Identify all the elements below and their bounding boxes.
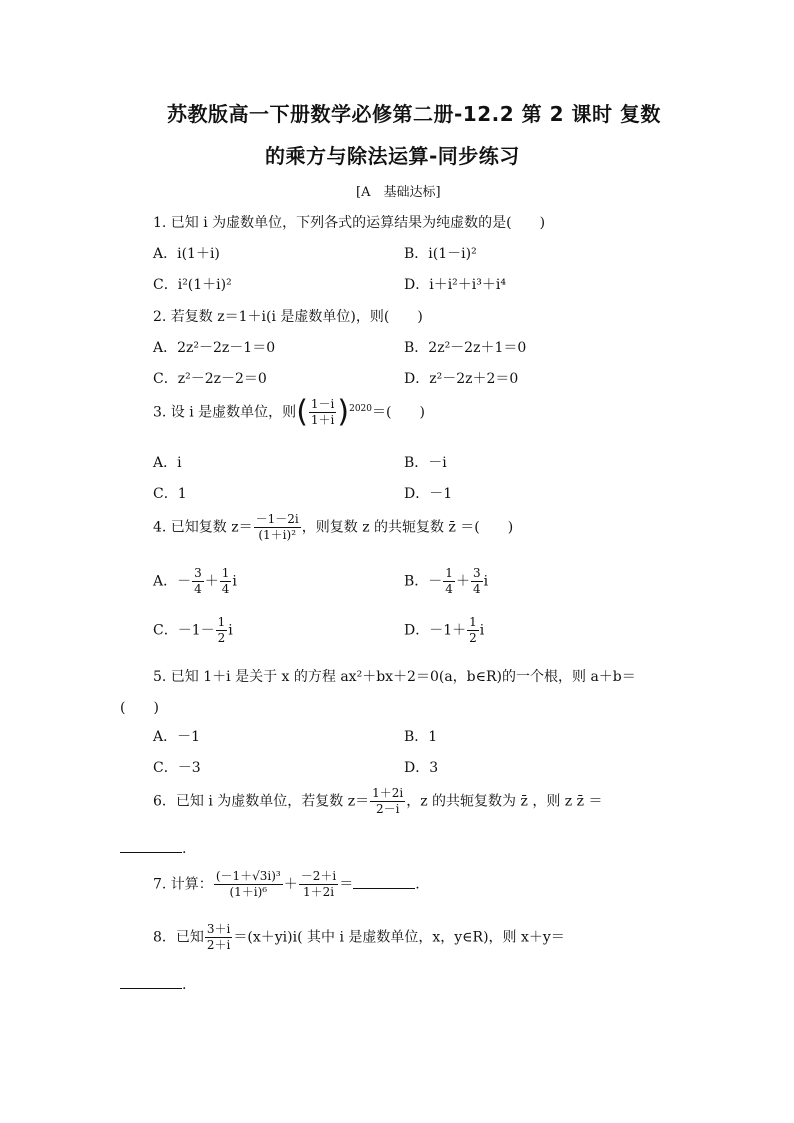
option-b-frac2-num: 3 xyxy=(472,566,481,580)
question-3-stem xyxy=(153,394,425,430)
question-3-numerator: 1－i xyxy=(310,397,335,411)
option-a-prefix: A．－ xyxy=(153,573,192,590)
question-8-pre: 8．已知 xyxy=(153,929,204,946)
question-8-numerator: 3＋i xyxy=(206,922,231,936)
question-3-denominator: 1＋i xyxy=(310,413,335,427)
question-4-stem xyxy=(153,512,513,543)
section-heading: [A 基础达标] xyxy=(356,185,441,200)
question-8-fraction xyxy=(205,922,232,953)
question-6-answer-line xyxy=(120,840,186,857)
question-6-numerator: 1＋2i xyxy=(372,786,404,800)
option-a-frac2-num: 1 xyxy=(221,566,230,580)
question-4-fraction xyxy=(254,512,301,543)
option-b-i: i xyxy=(483,573,489,590)
option-d-prefix: D．－1＋ xyxy=(404,622,467,639)
question-8-stem xyxy=(153,922,565,953)
question-7-frac2-den: 1＋2i xyxy=(302,885,335,899)
option-b-frac2-den: 4 xyxy=(472,582,481,596)
option-c-frac-num: 1 xyxy=(217,615,226,629)
option-a-frac1 xyxy=(192,566,204,597)
question-8-post: ＝(x＋yi)i( 其中 i 是虚数单位，x，y∈R)，则 x＋y＝ xyxy=(233,929,565,946)
answer-blank[interactable] xyxy=(120,976,182,989)
question-5-option-d: D．3 xyxy=(404,760,439,776)
question-6-pre: 6．已知 i 为虚数单位，若复数 z＝ xyxy=(153,793,370,810)
question-1-option-b: B．i(1－i)² xyxy=(404,246,477,262)
option-d-frac-den: 2 xyxy=(469,631,477,645)
option-d-i: i xyxy=(479,622,485,639)
option-a-frac1-num: 3 xyxy=(194,566,202,580)
option-c-frac-den: 2 xyxy=(217,631,226,645)
question-8-denominator: 2＋i xyxy=(206,938,231,952)
question-3-post: ＝( ) xyxy=(372,404,425,421)
option-b-frac2 xyxy=(471,566,483,597)
question-4-post: ，则复数 z 的共轭复数 z̄ ＝( ) xyxy=(301,519,514,536)
question-5-stem-line2: ( ) xyxy=(120,700,159,716)
option-b-prefix: B．－ xyxy=(404,573,443,590)
option-c-frac xyxy=(216,615,228,646)
answer-blank[interactable] xyxy=(353,876,415,889)
question-4-pre: 4. 已知复数 z＝ xyxy=(153,519,253,536)
question-7-frac1-num: (－1＋√3i)³ xyxy=(215,869,281,883)
question-3-exponent: 2020 xyxy=(349,403,373,414)
question-2-option-c: C．z²－2z－2＝0 xyxy=(153,371,267,387)
question-5-option-c: C．－3 xyxy=(153,760,201,776)
question-3-pre: 3. 设 i 是虚数单位，则 xyxy=(153,404,297,421)
question-8-answer-line xyxy=(120,976,186,993)
question-2-option-a: A．2z²－2z－1＝0 xyxy=(153,340,276,356)
question-3-option-b: B．－i xyxy=(404,455,447,471)
question-7-fraction-2 xyxy=(299,869,338,900)
option-b-frac1-den: 4 xyxy=(445,582,453,596)
question-7-fraction-1 xyxy=(214,869,283,900)
question-4-numerator: －1－2i xyxy=(255,512,299,526)
question-3-option-a: A．i xyxy=(153,455,182,471)
question-7-pre: 7. 计算： xyxy=(153,876,213,893)
question-8-period: . xyxy=(182,977,187,993)
question-3-option-c: C．1 xyxy=(153,486,187,502)
question-5-stem-line1: 5. 已知 1＋i 是关于 x 的方程 ax²＋bx＋2＝0(a，b∈R)的一个根，则 a＋b＝ xyxy=(153,669,636,685)
option-a-frac2 xyxy=(220,566,232,597)
question-4-denominator: (1＋i)² xyxy=(258,528,297,542)
question-1-option-a: A．i(1＋i) xyxy=(153,246,220,262)
question-6-stem xyxy=(153,786,602,817)
option-c-prefix: C．－1－ xyxy=(153,622,215,639)
question-4-option-b xyxy=(404,566,488,597)
option-d-frac xyxy=(467,615,479,646)
right-paren: ) xyxy=(337,394,350,430)
question-7-plus: ＋ xyxy=(283,876,298,893)
answer-blank[interactable] xyxy=(120,840,182,853)
question-6-fraction xyxy=(370,786,405,817)
question-7-frac1-den: (1＋i)⁶ xyxy=(229,885,268,899)
question-2-stem: 2. 若复数 z＝1＋i(i 是虚数单位)，则( ) xyxy=(153,309,423,325)
question-3-fraction xyxy=(309,397,336,428)
option-a-i: i xyxy=(232,573,237,590)
question-2-option-d: D．z²－2z＋2＝0 xyxy=(404,371,519,387)
option-a-plus: ＋ xyxy=(204,573,219,590)
question-4-option-d xyxy=(404,615,484,646)
question-4-option-a xyxy=(153,566,237,597)
question-1-option-d: D．i＋i²＋i³＋i⁴ xyxy=(404,277,506,293)
question-7-frac2-num: －2＋i xyxy=(300,869,337,883)
option-c-i: i xyxy=(228,622,233,639)
option-b-frac1 xyxy=(443,566,455,597)
option-a-frac1-den: 4 xyxy=(194,582,202,596)
option-b-frac1-num: 1 xyxy=(445,566,453,580)
question-3-option-d: D．－1 xyxy=(404,486,453,502)
option-b-plus: ＋ xyxy=(455,573,470,590)
option-a-frac2-den: 4 xyxy=(221,582,230,596)
question-7-equals: ＝ xyxy=(339,876,354,893)
question-7-period: . xyxy=(415,876,420,893)
question-1-option-c: C．i²(1＋i)² xyxy=(153,277,232,293)
question-5-option-b: B．1 xyxy=(404,729,438,745)
question-5-option-a: A．－1 xyxy=(153,729,201,745)
option-d-frac-num: 1 xyxy=(469,615,477,629)
question-4-option-c xyxy=(153,615,233,646)
question-6-post: ，z 的共轭复数为 z̄ ，则 z z̄ ＝ xyxy=(406,793,603,810)
question-6-period: . xyxy=(182,841,187,857)
doc-title-line1: 苏教版高一下册数学必修第二册-12.2 第 2 课时 复数 xyxy=(167,102,661,126)
question-7-stem xyxy=(153,869,420,900)
doc-title-line2: 的乘方与除法运算-同步练习 xyxy=(265,144,520,168)
question-1-stem: 1. 已知 i 为虚数单位，下列各式的运算结果为纯虚数的是( ) xyxy=(153,215,546,231)
question-2-option-b: B．2z²－2z＋1＝0 xyxy=(404,340,527,356)
left-paren: ( xyxy=(296,394,308,430)
question-6-denominator: 2－i xyxy=(375,802,400,816)
